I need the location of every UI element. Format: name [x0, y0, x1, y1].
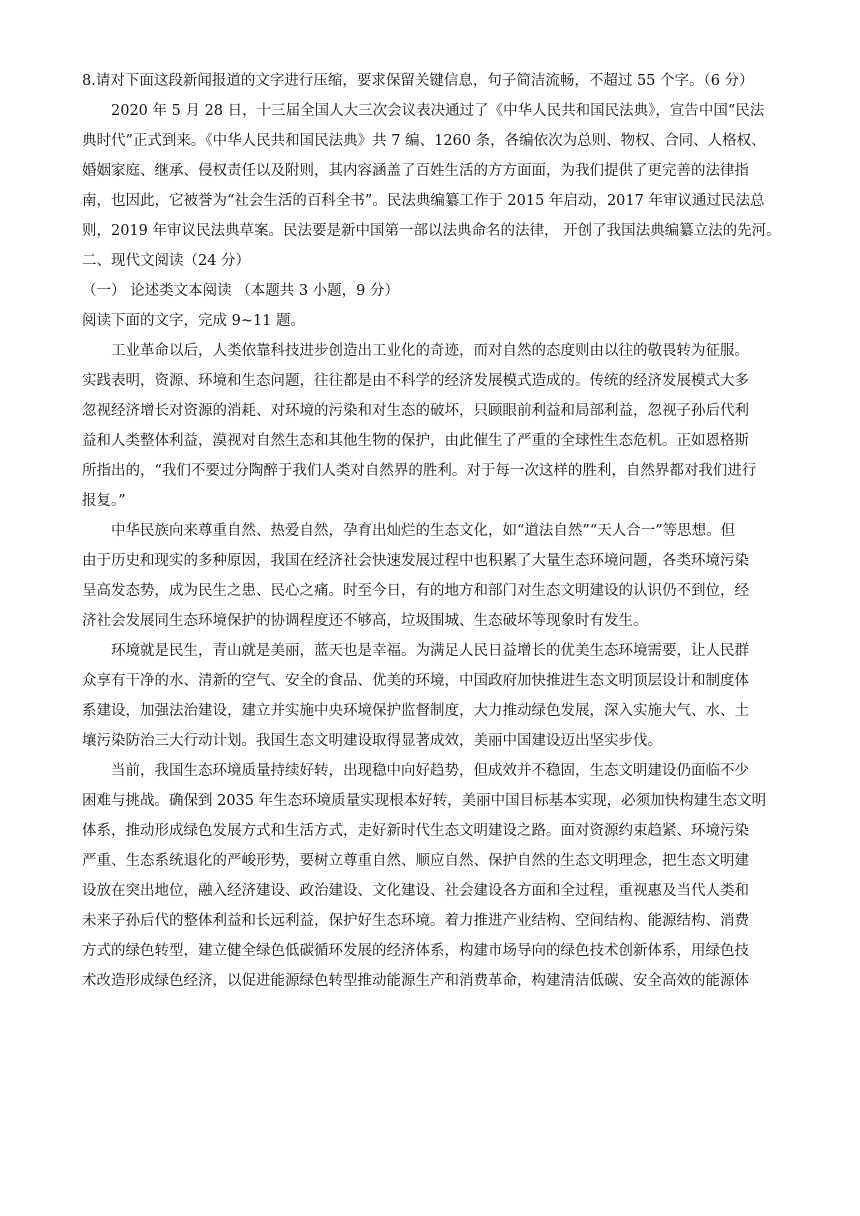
passage-line: 困难与挑战。确保到 2035 年生态环境质量实现根本好转，美丽中国目标基本实现，必须加快构建生态文明 — [82, 793, 767, 809]
passage-line: 忽视经济增长对资源的消耗、对环境的污染和对生态的破坏，只顾眼前利益和局部利益，忽视子孙后代利 — [82, 403, 749, 419]
passage-line: 术改造形成绿色经济，以促进能源绿色转型推动能源生产和消费革命，构建清洁低碳、安全高效的能源体 — [82, 973, 749, 989]
question-8-prompt: 8.请对下面这段新闻报道的文字进行压缩，要求保留关键信息，句子简洁流畅，不超过 55 个字。（6 分） — [82, 73, 754, 89]
passage-line: 中华民族向来尊重自然、热爱自然，孕育出灿烂的生态文化，如“道法自然”“天人合一”等思想。但 — [111, 523, 736, 539]
passage-line: 报复。” — [82, 493, 126, 509]
passage-line: 众享有干净的水、清新的空气、安全的食品、优美的环境，中国政府加快推进生态文明顶层设计和制度体 — [82, 673, 749, 689]
passage-line: 设放在突出地位，融入经济建设、政治建设、文化建设、社会建设各方面和全过程，重视惠及当代人类和 — [82, 883, 749, 899]
passage-line: 环境就是民生，青山就是美丽，蓝天也是幸福。为满足人民日益增长的优美生态环境需要，让人民群 — [111, 643, 749, 659]
passage-line: 当前，我国生态环境质量持续好转，出现稳中向好趋势，但成效并不稳固，生态文明建设仍面临不少 — [111, 763, 749, 779]
passage-line: 未来子孙后代的整体利益和长远利益，保护好生态环境。着力推进产业结构、空间结构、能源结构、消费 — [82, 913, 749, 929]
section-title: 二、现代文阅读（24 分） — [82, 253, 251, 269]
news-line: 2020 年 5 月 28 日，十三届全国人大三次会议表决通过了《中华人民共和国民法典》，宣告中国“民法 — [111, 103, 765, 119]
passage-line: 方式的绿色转型，建立健全绿色低碳循环发展的经济体系，构建市场导向的绿色技术创新体系，用绿色技 — [82, 943, 749, 959]
passage-line: 实践表明，资源、环境和生态问题，往往都是由不科学的经济发展模式造成的。传统的经济发展模式大多 — [82, 373, 749, 389]
passage-paragraph-1 — [82, 336, 782, 516]
exam-page — [82, 66, 782, 996]
news-line: 典时代”正式到来。《中华人民共和国民法典》共 7 编、1260 条，各编依次为总则、物权、合同、人格权、 — [82, 133, 766, 149]
passage-paragraph-4 — [82, 756, 782, 996]
passage-line: 壤污染防治三大行动计划。我国生态文明建设取得显著成效，美丽中国建设迈出坚实步伐。 — [82, 733, 662, 749]
news-line: 南，也因此，它被誉为“社会生活的百科全书”。民法典编纂工作于 2015 年启动，2017 年审议通过民法总 — [82, 193, 765, 209]
news-paragraph — [82, 96, 782, 246]
passage-paragraph-2 — [82, 516, 782, 636]
reading-instruction: 阅读下面的文字，完成 9~11 题。 — [82, 313, 306, 329]
passage-line: 体系，推动形成绿色发展方式和生活方式，走好新时代生态文明建设之路。面对资源约束趋紧、环境污染 — [82, 823, 749, 839]
passage-line: 工业革命以后，人类依靠科技进步创造出工业化的奇迹，而对自然的态度则由以往的敬畏转为征服。 — [111, 343, 749, 359]
passage-line: 益和人类整体利益，漠视对自然生态和其他生物的保护，由此催生了严重的全球性生态危机。正如恩格斯 — [82, 433, 749, 449]
passage-line: 系建设，加强法治建设，建立并实施中央环境保护监督制度，大力推动绿色发展，深入实施大气、水、土 — [82, 703, 749, 719]
passage-line: 济社会发展同生态环境保护的协调程度还不够高，垃圾围城、生态破坏等现象时有发生。 — [82, 613, 648, 629]
subsection-title: （一） 论述类文本阅读 （本题共 3 小题，9 分） — [82, 283, 399, 299]
passage-line: 由于历史和现实的多种原因，我国在经济社会快速发展过程中也积累了大量生态环境问题，各类环境污染 — [82, 553, 749, 569]
news-line: 婚姻家庭、继承、侵权责任以及附则，其内容涵盖了百姓生活的方方面面，为我们提供了更完善的法律指 — [82, 163, 749, 179]
passage-paragraph-3 — [82, 636, 782, 756]
passage-line: 呈高发态势，成为民生之患、民心之痛。时至今日，有的地方和部门对生态文明建设的认识仍不到位，经 — [82, 583, 749, 599]
passage-line: 严重、生态系统退化的严峻形势，要树立尊重自然、顺应自然、保护自然的生态文明理念，把生态文明建 — [82, 853, 749, 869]
news-line: 则，2019 年审议民法典草案。民法要是新中国第一部以法典命名的法律， 开创了我国法典编纂立法的先河。 — [82, 223, 781, 239]
passage-line: 所指出的，“我们不要过分陶醉于我们人类对自然界的胜利。对于每一次这样的胜利，自然界都对我们进行 — [82, 463, 757, 479]
